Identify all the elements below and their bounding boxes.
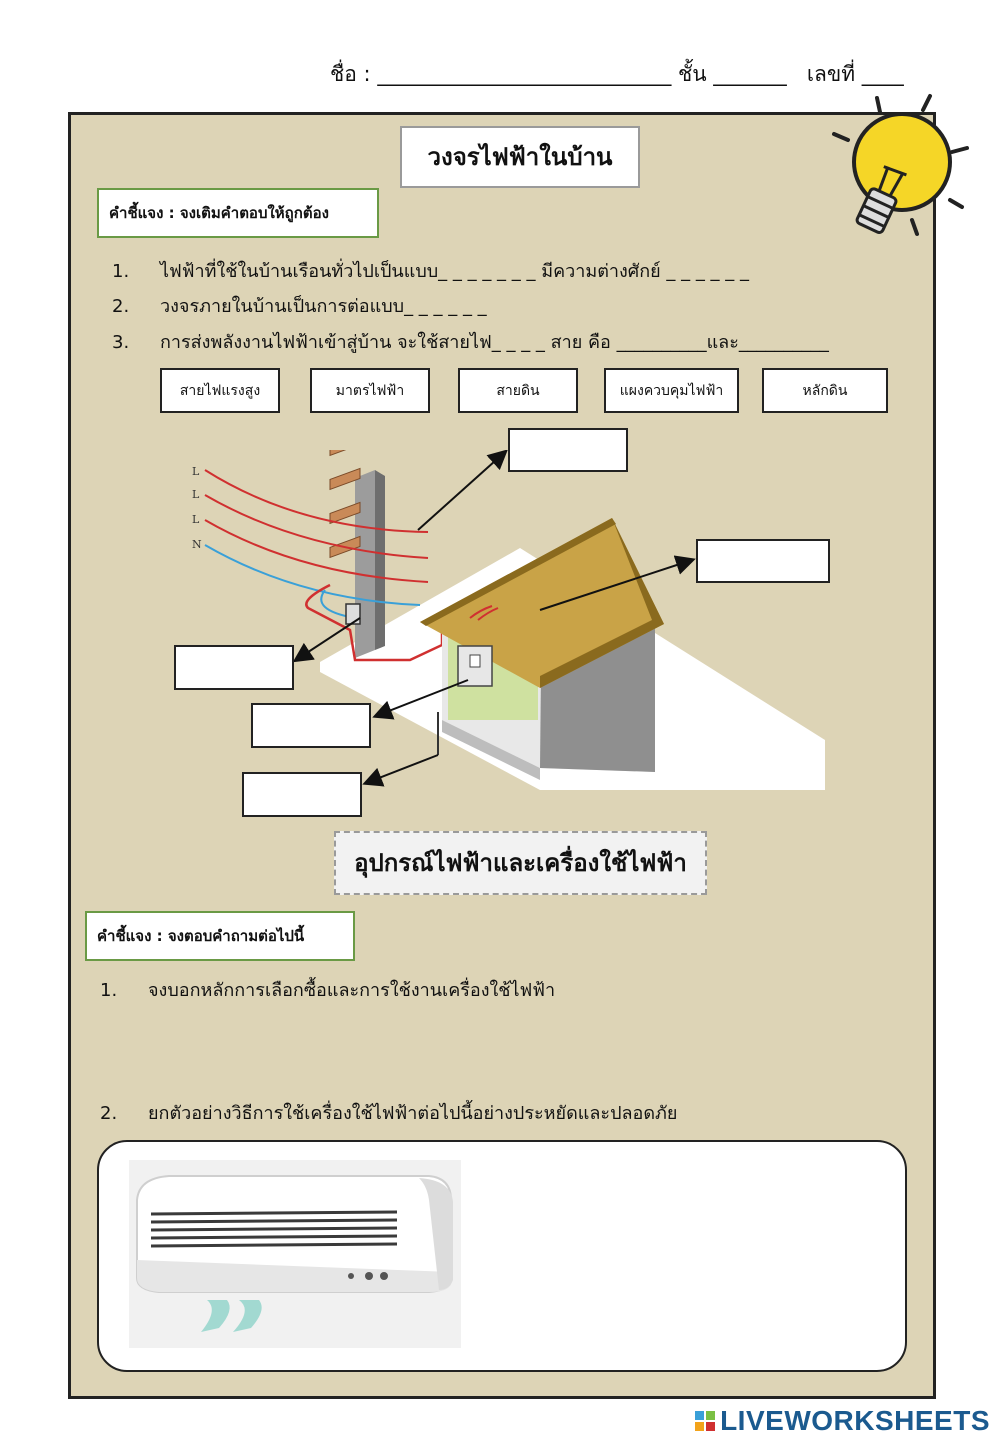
question-1-number: 1. [112,261,130,282]
name-label: ชื่อ : [330,62,371,86]
liveworksheets-logo-icon [694,1410,716,1432]
live-wire-1 [205,470,428,532]
question-1-text: ไฟฟ้าที่ใช้ในบ้านเรือนทั่วไปเป็นแบบ_ _ _ _ _ _ _ มีความต่างศักย์ _ _ _ _ _ _ [160,261,749,282]
word-ground-rod[interactable]: หลักดิน [762,368,888,413]
answer-box-1[interactable] [508,428,628,472]
word-electric-meter[interactable]: มาตรไฟฟ้า [310,368,430,413]
question-2-text: วงจรภายในบ้านเป็นการต่อแบบ_ _ _ _ _ _ [160,296,487,317]
number-blank[interactable]: ____ [861,62,904,86]
live-wire-3 [205,520,428,582]
wire-label-n: N [192,538,202,551]
wire-label-l2: L [192,488,200,501]
answer-box-3[interactable] [174,645,294,690]
section2-question-1-text: จงบอกหลักการเลือกซื้อและการใช้งานเครื่องใช้ไฟฟ้า [148,980,556,1001]
question-3-number: 3. [112,332,130,353]
utility-pole [355,470,375,658]
section2-question-2[interactable] [100,1098,677,1127]
answer-area-1[interactable] [140,1010,920,1090]
answer-box-5[interactable] [242,772,362,817]
liveworksheets-logo [694,1405,990,1437]
section2-title: อุปกรณ์ไฟฟ้าและเครื่องใช้ไฟฟ้า [334,831,707,895]
arrow-to-answer-1 [418,452,505,530]
wire-label-l1: L [192,465,200,478]
class-label: ชั้น [678,62,707,86]
number-label: เลขที่ [806,62,856,86]
student-info-line [330,58,904,91]
word-high-voltage-wire[interactable]: สายไฟแรงสูง [160,368,280,413]
section2-question-2-number: 2. [100,1103,118,1124]
section1-title: วงจรไฟฟ้าในบ้าน [400,126,640,188]
class-blank[interactable]: _______ [713,62,787,86]
section2-question-1-number: 1. [100,980,118,1001]
answer-box-2[interactable] [696,539,830,583]
name-blank[interactable]: ____________________________ [377,62,672,86]
air-conditioner-image [129,1160,461,1348]
arrow-to-answer-5 [366,755,438,783]
wire-label-l3: L [192,513,200,526]
answer-box-4[interactable] [251,703,371,748]
pole-meter [346,604,360,624]
section2-instruction: คำชี้แจง : จงตอบคำถามต่อไปนี้ [85,911,355,961]
section1-instruction: คำชี้แจง : จงเติมคำตอบให้ถูกต้อง [97,188,379,238]
live-wire-2 [205,495,428,558]
question-2-number: 2. [112,296,130,317]
word-control-panel[interactable]: แผงควบคุมไฟฟ้า [604,368,739,413]
lightbulb-icon [822,92,972,247]
section2-question-1[interactable] [100,975,555,1004]
pole-insulators [330,450,360,557]
question-2[interactable] [112,291,487,320]
question-3[interactable] [112,327,829,356]
word-ground-wire[interactable]: สายดิน [458,368,578,413]
liveworksheets-brand: LIVEWORKSHEETS [720,1405,990,1436]
question-1[interactable] [112,256,749,285]
section2-question-2-text: ยกตัวอย่างวิธีการใช้เครื่องใช้ไฟฟ้าต่อไปนี้อย่างประหยัดและปลอดภัย [148,1103,678,1124]
question-3-text: การส่งพลังงานไฟฟ้าเข้าสู่บ้าน จะใช้สายไฟ_ _ _ _ สาย คือ __________และ__________ [160,332,829,353]
